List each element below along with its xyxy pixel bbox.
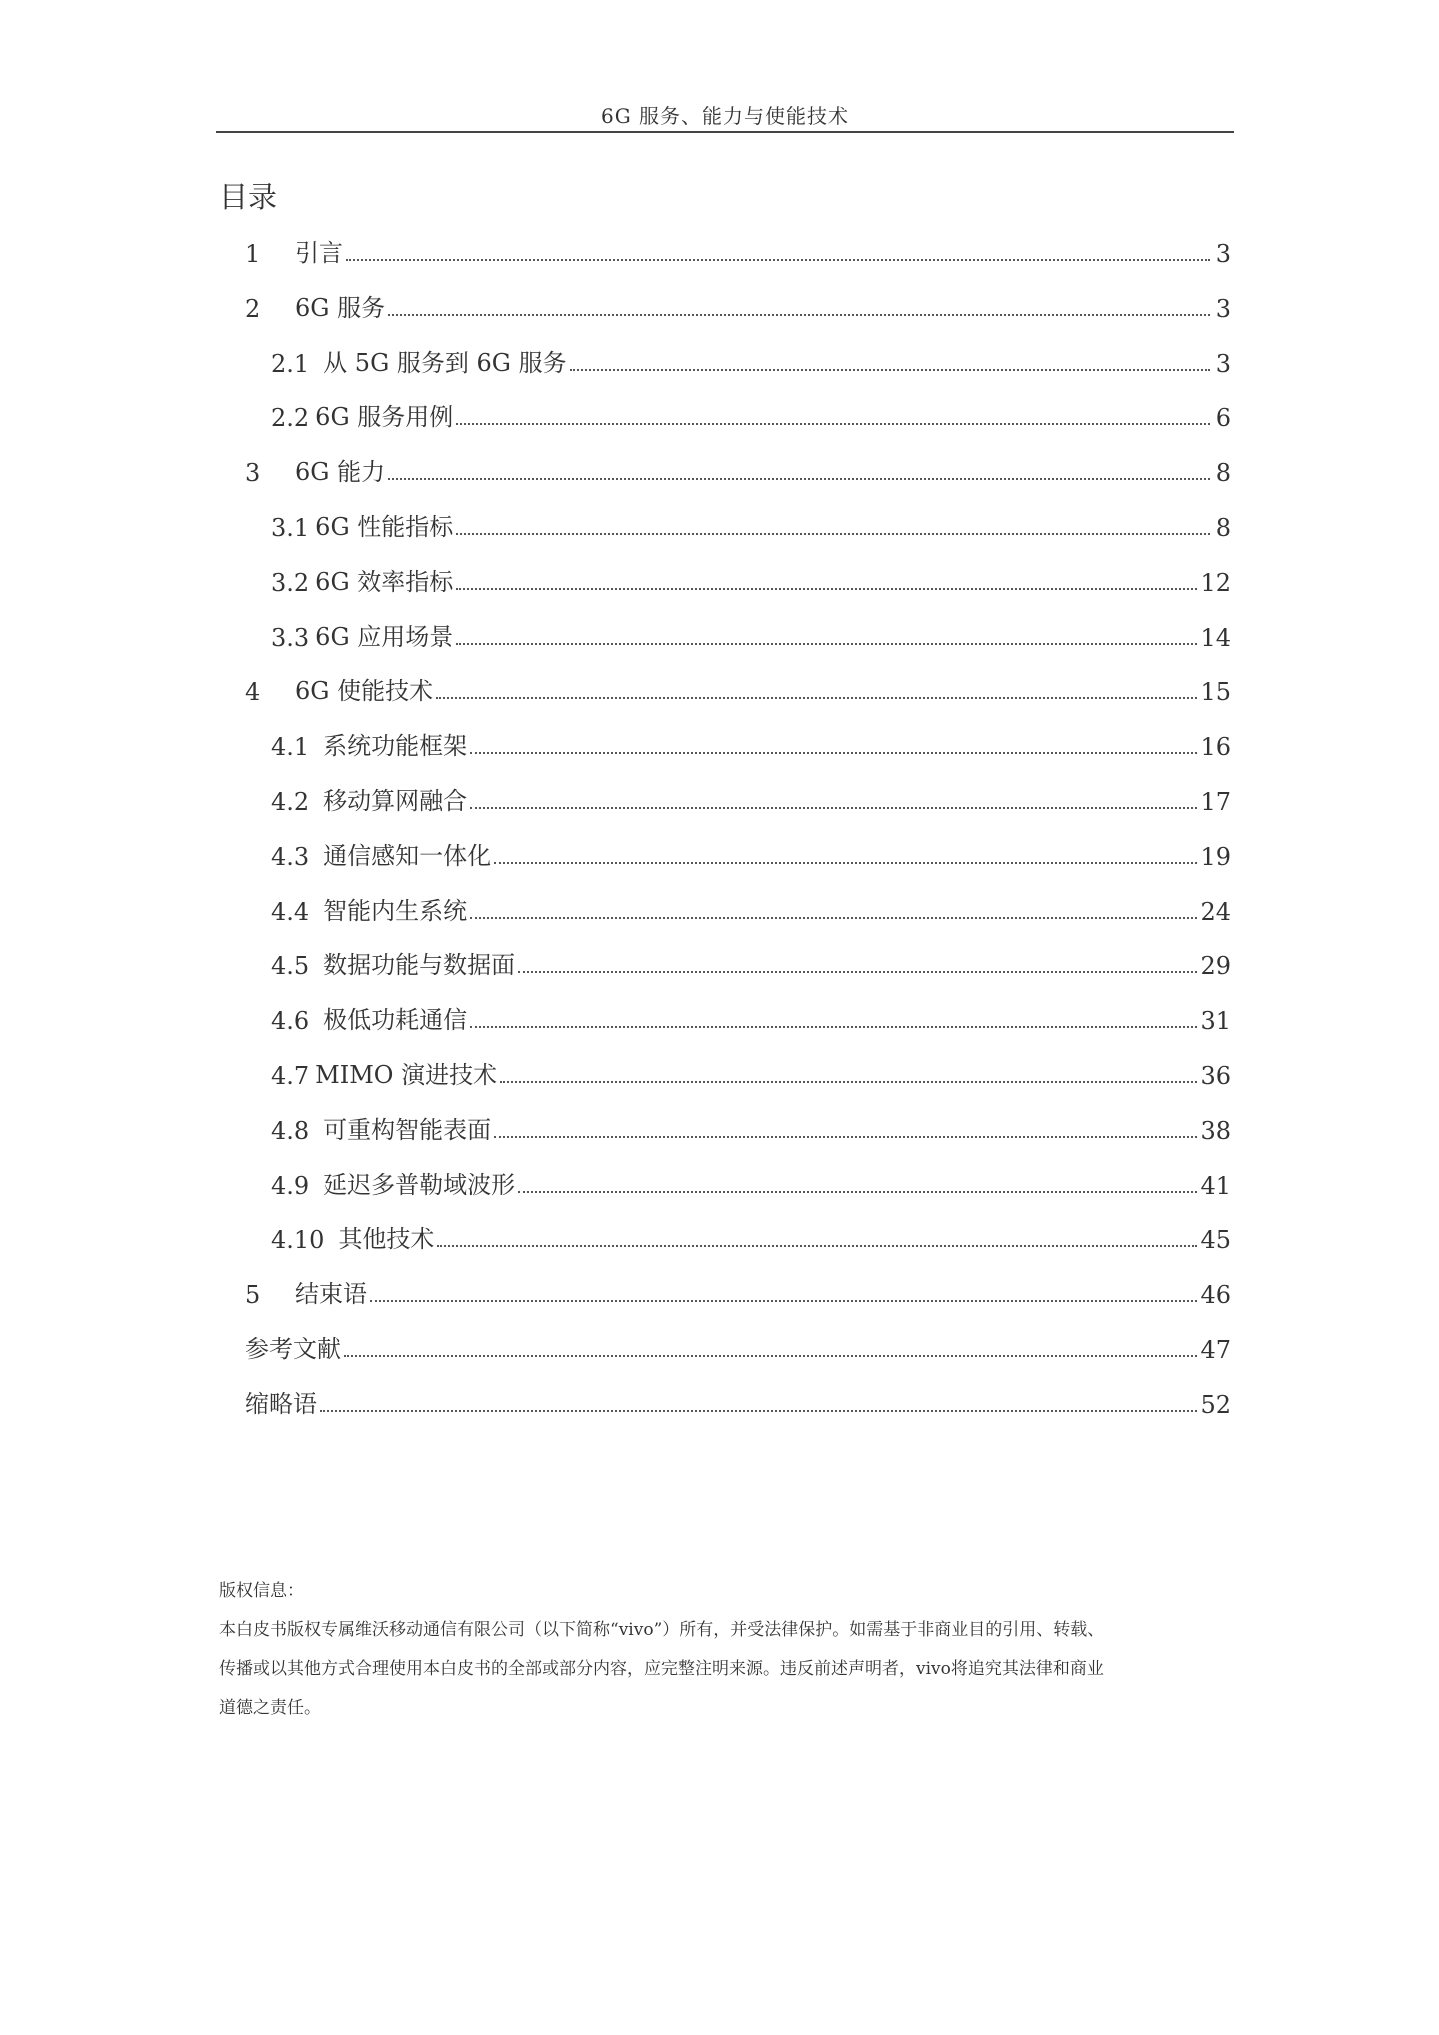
- toc-entry-title: 引言: [295, 239, 343, 267]
- toc-entry-page: 24: [1200, 897, 1231, 926]
- toc-entry-page: 41: [1200, 1171, 1231, 1200]
- toc-entry-title: 系统功能框架: [323, 732, 468, 761]
- toc-entry-page: 17: [1200, 788, 1231, 816]
- toc-entry-number: 3.3: [271, 623, 310, 652]
- toc-entry[interactable]: [271, 940, 1231, 980]
- toc-dot-leader: [518, 1191, 1197, 1193]
- toc-entry[interactable]: [245, 666, 1231, 706]
- toc-dot-leader: [437, 1245, 1197, 1247]
- toc-entry-title: 6G 使能技术: [295, 677, 434, 706]
- toc-entry-page: 14: [1200, 623, 1231, 652]
- running-header-title: 6G 服务、能力与使能技术: [600, 104, 850, 128]
- toc-dot-leader: [518, 971, 1197, 973]
- toc-entry-title: 数据功能与数据面: [323, 951, 516, 980]
- toc-entry-page: 52: [1200, 1390, 1231, 1419]
- toc-entry-page: 15: [1200, 678, 1231, 707]
- copyright-line: 道德之责任。: [219, 1698, 321, 1718]
- toc-entry-page: 45: [1200, 1226, 1231, 1255]
- toc-entry-page: 3: [1215, 240, 1231, 268]
- toc-entry[interactable]: [271, 502, 1231, 542]
- toc-dot-leader: [344, 1355, 1197, 1357]
- toc-entry-title: 6G 服务用例: [315, 403, 454, 432]
- toc-entry-number: 4.9: [271, 1171, 310, 1200]
- toc-entry-number: 4.2: [271, 788, 310, 816]
- toc-entry[interactable]: [245, 283, 1231, 323]
- toc-dot-leader: [388, 314, 1210, 316]
- toc-dot-leader: [436, 697, 1197, 699]
- toc-entry[interactable]: [271, 776, 1231, 816]
- toc-entry-page: 19: [1200, 842, 1231, 871]
- toc-entry[interactable]: [271, 612, 1231, 652]
- toc-entry[interactable]: [271, 1214, 1231, 1254]
- toc-entry[interactable]: [271, 1105, 1231, 1145]
- toc-entry-number: 3.2: [271, 568, 310, 597]
- toc-entry-number: 4.1: [271, 733, 310, 762]
- toc-dot-leader: [470, 917, 1197, 919]
- toc-entry-title: 6G 服务: [295, 293, 386, 322]
- toc-entry-number: 4.8: [271, 1116, 310, 1145]
- toc-entry[interactable]: [245, 1269, 1231, 1309]
- toc-entry-number: 5: [245, 1281, 261, 1310]
- toc-entry-page: 16: [1200, 733, 1231, 762]
- toc-entry-page: 8: [1215, 514, 1231, 542]
- copyright-notice: [219, 1572, 1234, 1728]
- toc-entry[interactable]: [245, 1324, 1231, 1364]
- toc-dot-leader: [456, 423, 1210, 425]
- copyright-line: 本白皮书版权专属维沃移动通信有限公司（以下简称“vivo”）所有，并受法律保护。如需基于非商业目的引用、转载、: [219, 1620, 1105, 1640]
- toc-dot-leader: [470, 807, 1197, 809]
- header-rule: [216, 131, 1234, 133]
- toc-entry-number: 2.1: [271, 349, 310, 378]
- toc-entry-page: 46: [1200, 1281, 1231, 1310]
- toc-entry-page: 3: [1215, 349, 1231, 378]
- toc-entry-title: 可重构智能表面: [323, 1115, 492, 1144]
- toc-entry-number: 4.3: [271, 842, 310, 871]
- toc-entry-page: 12: [1200, 568, 1231, 597]
- toc-entry-number: 1: [245, 240, 261, 268]
- toc-entry[interactable]: [271, 995, 1231, 1035]
- toc-dot-leader: [456, 643, 1197, 645]
- toc-entry[interactable]: [271, 557, 1231, 597]
- toc-entry-number: 4.7: [271, 1062, 310, 1090]
- toc-entry[interactable]: [271, 392, 1231, 432]
- toc-entry-number: 4.5: [271, 952, 310, 981]
- toc-dot-leader: [470, 1026, 1197, 1028]
- toc-entry-number: 3: [245, 459, 261, 488]
- toc-entry[interactable]: [245, 1379, 1231, 1419]
- toc-entry-page: 8: [1215, 459, 1231, 488]
- toc-dot-leader: [456, 533, 1210, 535]
- copyright-line: 传播或以其他方式合理使用本白皮书的全部或部分内容，应完整注明来源。违反前述声明者，vivo将追究其法律和商业: [219, 1659, 1104, 1679]
- toc-entry[interactable]: [271, 721, 1231, 761]
- toc-entry-title: MIMO 演进技术: [315, 1061, 498, 1089]
- toc-entry-title: 结束语: [295, 1280, 367, 1309]
- toc-dot-leader: [470, 752, 1197, 754]
- toc-entry-page: 38: [1200, 1116, 1231, 1145]
- toc-entry-number: 2: [245, 294, 261, 323]
- toc-entry-title: 6G 效率指标: [315, 567, 454, 596]
- toc-entry-title: 其他技术: [338, 1225, 435, 1254]
- toc-entry[interactable]: [271, 831, 1231, 871]
- toc-entry-number: 4.4: [271, 897, 310, 926]
- toc-dot-leader: [346, 259, 1210, 261]
- toc-entry-title: 6G 能力: [295, 458, 386, 487]
- toc-heading: 目录: [219, 180, 278, 214]
- toc-entry-number: 4.10: [271, 1226, 325, 1255]
- toc-entry[interactable]: [271, 338, 1231, 378]
- toc-entry-title: 从 5G 服务到 6G 服务: [323, 348, 567, 377]
- toc-entry-number: 2.2: [271, 404, 310, 433]
- toc-entry[interactable]: [245, 228, 1231, 268]
- toc-entry-page: 36: [1200, 1062, 1231, 1090]
- toc-dot-leader: [388, 478, 1210, 480]
- toc-entry-page: 31: [1200, 1007, 1231, 1036]
- toc-entry-number: 3.1: [271, 514, 310, 542]
- toc-entry-title: 缩略语: [245, 1389, 317, 1418]
- toc-entry-number: 4: [245, 678, 261, 707]
- toc-entry-title: 移动算网融合: [323, 787, 468, 815]
- toc-entry-page: 29: [1200, 952, 1231, 981]
- toc-dot-leader: [500, 1081, 1197, 1083]
- toc-entry[interactable]: [271, 1160, 1231, 1200]
- toc-entry-title: 参考文献: [245, 1335, 341, 1363]
- copyright-heading: 版权信息：: [219, 1581, 304, 1601]
- toc-entry[interactable]: [271, 886, 1231, 926]
- toc-entry[interactable]: [271, 1050, 1231, 1090]
- toc-entry-title: 6G 应用场景: [315, 622, 454, 651]
- toc-dot-leader: [456, 588, 1197, 590]
- toc-entry-number: 4.6: [271, 1007, 310, 1036]
- toc-entry-title: 智能内生系统: [323, 896, 468, 925]
- toc-dot-leader: [320, 1410, 1197, 1412]
- toc-dot-leader: [370, 1300, 1197, 1302]
- toc-dot-leader: [494, 1136, 1197, 1138]
- toc-entry-page: 47: [1200, 1336, 1231, 1364]
- toc-entry-page: 6: [1215, 404, 1231, 433]
- toc-entry-page: 3: [1215, 294, 1231, 323]
- toc-dot-leader: [570, 369, 1210, 371]
- toc-entry[interactable]: [245, 447, 1231, 487]
- toc-dot-leader: [494, 862, 1197, 864]
- toc-entry-title: 极低功耗通信: [323, 1006, 468, 1035]
- toc-entry-title: 延迟多普勒域波形: [323, 1170, 516, 1199]
- toc-entry-title: 6G 性能指标: [315, 513, 454, 541]
- toc-entry-title: 通信感知一体化: [323, 841, 492, 870]
